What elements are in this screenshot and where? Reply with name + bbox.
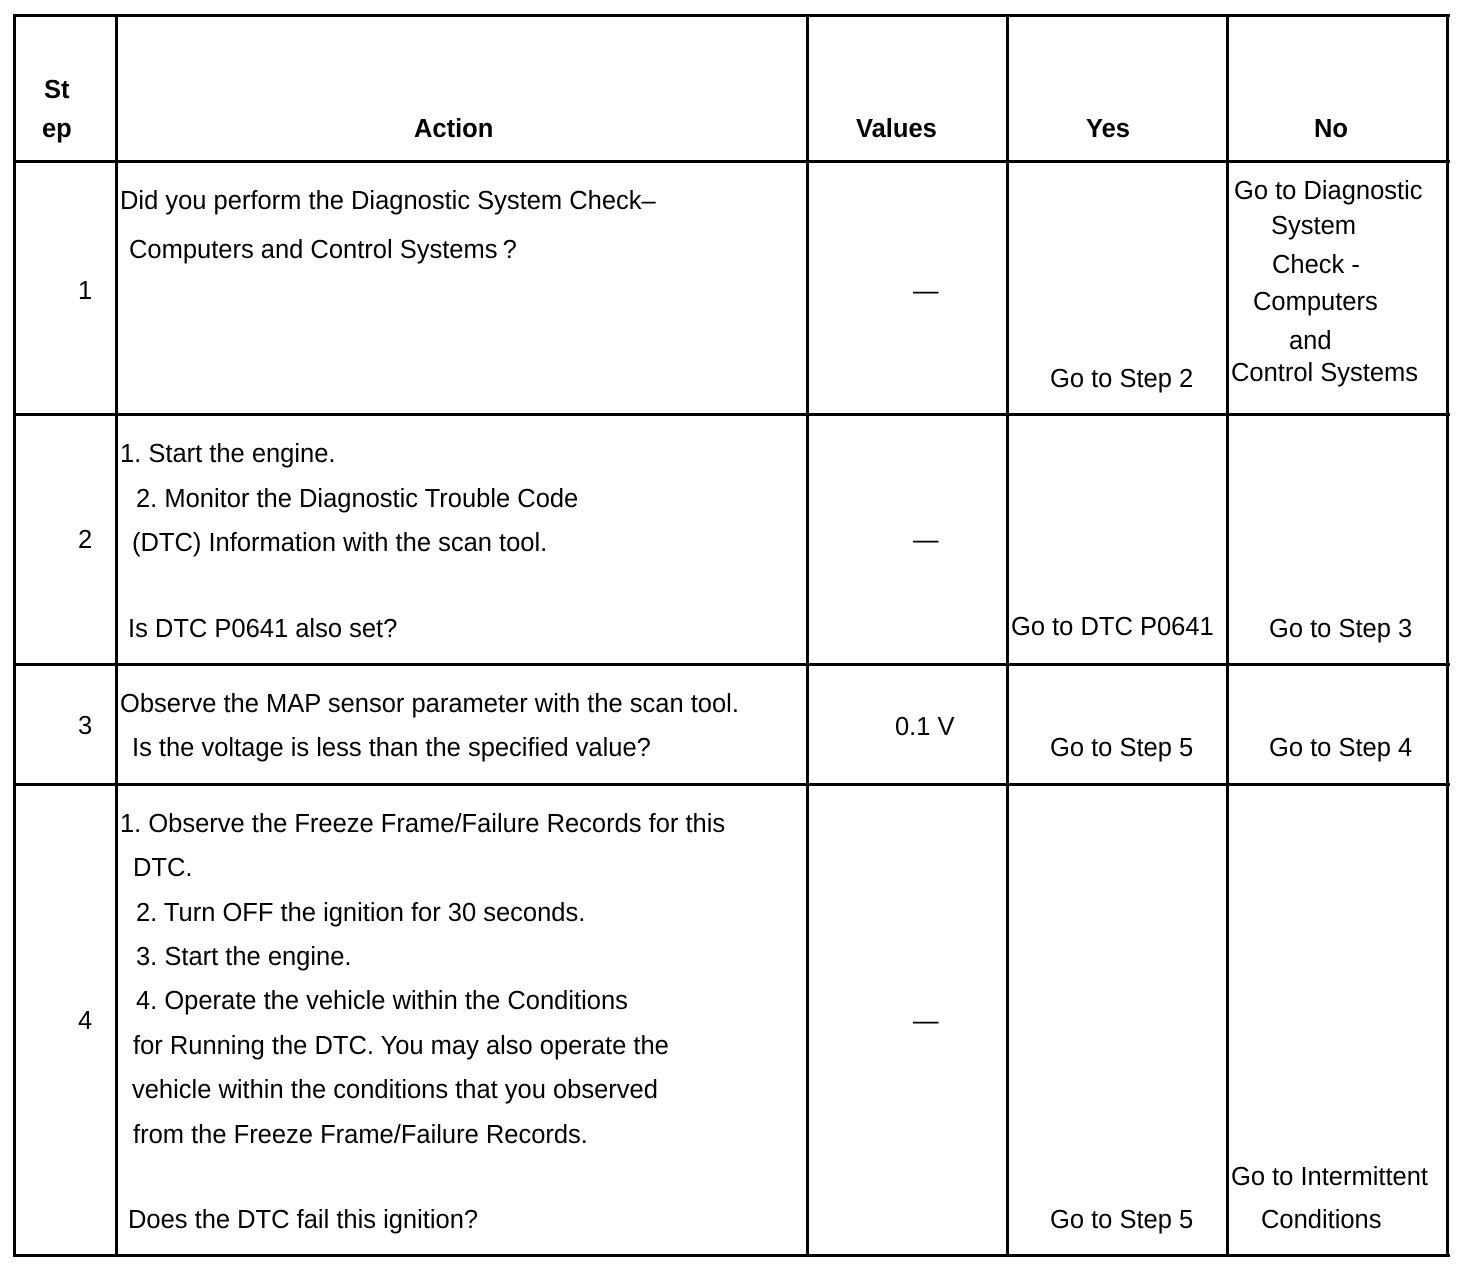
rule-row2 bbox=[13, 663, 1450, 666]
action-line: Observe the MAP sensor parameter with the scan tool. bbox=[120, 690, 739, 718]
value-cell: 0.1 V bbox=[895, 713, 955, 741]
header-step: St bbox=[44, 76, 70, 104]
col-border-action bbox=[806, 14, 809, 1257]
value-cell: — bbox=[913, 1007, 939, 1035]
header-action: Action bbox=[414, 115, 494, 143]
step-number: 2 bbox=[78, 526, 93, 554]
action-line: 3. Start the engine. bbox=[136, 943, 352, 971]
no-cell-line: Control Systems bbox=[1231, 359, 1419, 387]
header-values: Values bbox=[856, 115, 937, 143]
step-number: 4 bbox=[78, 1007, 93, 1035]
action-line: Does the DTC fail this ignition? bbox=[128, 1206, 479, 1234]
col-border-step bbox=[115, 14, 118, 1257]
no-cell-line: Go to Diagnostic bbox=[1234, 177, 1423, 205]
action-line: Is the voltage is less than the specified value? bbox=[132, 734, 651, 762]
rule-top bbox=[13, 14, 1450, 17]
no-cell-line: and bbox=[1289, 327, 1332, 355]
header-step: ep bbox=[42, 115, 72, 143]
action-line: from the Freeze Frame/Failure Records. bbox=[133, 1121, 588, 1149]
action-line: DTC. bbox=[133, 854, 193, 882]
step-number: 1 bbox=[78, 277, 93, 305]
header-yes: Yes bbox=[1086, 115, 1130, 143]
col-border-left bbox=[13, 14, 16, 1257]
action-line: 1. Observe the Freeze Frame/Failure Records for this bbox=[120, 810, 726, 838]
no-cell-line: Computers bbox=[1253, 288, 1378, 316]
step-number: 3 bbox=[78, 712, 93, 740]
value-cell: — bbox=[913, 526, 939, 554]
action-line: vehicle within the conditions that you observed bbox=[132, 1076, 658, 1104]
action-line: 4. Operate the vehicle within the Conditions bbox=[136, 987, 628, 1015]
no-cell-line: System bbox=[1271, 212, 1357, 240]
action-line: 1. Start the engine. bbox=[120, 440, 336, 468]
col-border-right bbox=[1446, 14, 1449, 1257]
col-border-yes bbox=[1226, 14, 1229, 1257]
action-line: Computers and Control Systems ? bbox=[129, 236, 517, 264]
action-line: Is DTC P0641 also set? bbox=[128, 615, 398, 643]
action-line: (DTC) Information with the scan tool. bbox=[132, 529, 548, 557]
action-line: 2. Monitor the Diagnostic Trouble Code bbox=[136, 485, 579, 513]
no-cell-line: Check - bbox=[1272, 251, 1360, 279]
no-cell-line: Go to Intermittent bbox=[1231, 1163, 1429, 1191]
yes-cell: Go to Step 5 bbox=[1050, 1206, 1194, 1234]
yes-cell: Go to Step 2 bbox=[1050, 365, 1194, 393]
header-no: No bbox=[1314, 115, 1348, 143]
rule-row1 bbox=[13, 413, 1450, 416]
rule-bottom bbox=[13, 1254, 1450, 1257]
value-cell: — bbox=[913, 277, 939, 305]
no-cell: Go to Step 3 bbox=[1269, 615, 1413, 643]
action-line: Did you perform the Diagnostic System Check– bbox=[120, 187, 656, 215]
col-border-values bbox=[1006, 14, 1009, 1257]
yes-cell: Go to DTC P0641 bbox=[1011, 613, 1214, 641]
action-line: for Running the DTC. You may also operate the bbox=[133, 1032, 669, 1060]
rule-header bbox=[13, 160, 1450, 163]
action-line: 2. Turn OFF the ignition for 30 seconds. bbox=[136, 899, 586, 927]
no-cell: Go to Step 4 bbox=[1269, 734, 1413, 762]
yes-cell: Go to Step 5 bbox=[1050, 734, 1194, 762]
no-cell-line: Conditions bbox=[1261, 1206, 1382, 1234]
rule-row3 bbox=[13, 783, 1450, 786]
